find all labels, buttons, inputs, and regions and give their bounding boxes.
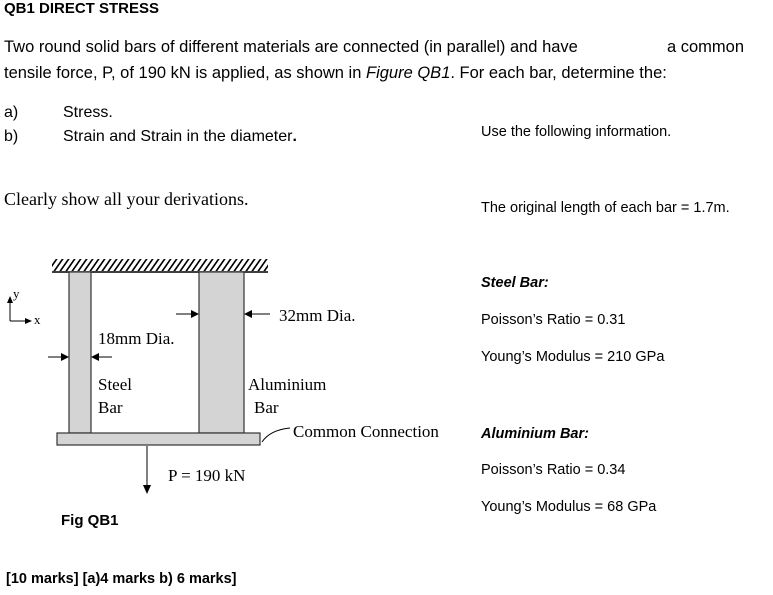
connection-leader-line (262, 428, 290, 442)
steel-diameter-label: 18mm Dia. (98, 329, 175, 348)
load-label: P = 190 kN (168, 466, 246, 485)
intro-line-2-end: . For each bar, determine the: (450, 64, 667, 82)
axis-icon (7, 296, 32, 324)
item-b-label: Strain and Strain in the diameter (63, 128, 293, 145)
steel-bar (69, 272, 91, 433)
aluminium-label-line-2: Bar (254, 398, 279, 417)
intro-line-1 (4, 38, 578, 57)
steel-label-line-2: Bar (98, 398, 123, 417)
common-connection-plate (57, 433, 260, 445)
aluminium-label-line-1: Aluminium (248, 375, 327, 394)
intro-line-1-tail: a common (667, 38, 745, 56)
info-length: The original length of each bar = 1.7m. (481, 200, 730, 216)
aluminium-diameter-label: 32mm Dia. (279, 306, 356, 325)
question-title: QB1 DIRECT STRESS (4, 0, 160, 17)
figure-reference: Figure QB1 (366, 64, 451, 82)
figure-caption: Fig QB1 (61, 512, 119, 529)
item-b-text (63, 128, 297, 146)
item-b-suffix: . (292, 128, 297, 145)
steel-poisson: Poisson’s Ratio = 0.31 (481, 312, 626, 328)
item-a-text: Stress. (63, 104, 113, 121)
aluminium-young: Young’s Modulus = 68 GPa (481, 499, 657, 515)
intro-line-2 (4, 64, 667, 83)
aluminium-heading: Aluminium Bar: (481, 426, 589, 442)
item-a-letter: a) (4, 104, 19, 121)
intro-line-1-text: Two round solid bars of different materials are connected (in parallel) and have (4, 38, 578, 56)
info-use: Use the following information. (481, 124, 672, 140)
derivation-instruction: Clearly show all your derivations. (4, 189, 249, 209)
steel-label-line-1: Steel (98, 375, 132, 394)
fixed-support-hatching (52, 259, 268, 271)
marks-allocation: [10 marks] [a)4 marks b) 6 marks] (6, 571, 237, 587)
steel-young: Young’s Modulus = 210 GPa (481, 349, 665, 365)
intro-line-2-start: tensile force, P, of 190 kN is applied, as shown in (4, 64, 366, 82)
steel-heading: Steel Bar: (481, 275, 549, 291)
axis-x-label: x (34, 312, 41, 327)
axis-y-label: y (13, 286, 20, 301)
load-arrow-icon (143, 446, 151, 494)
item-b-letter: b) (4, 128, 19, 145)
aluminium-poisson: Poisson’s Ratio = 0.34 (481, 462, 626, 478)
common-connection-label: Common Connection (293, 422, 439, 441)
aluminium-bar (199, 272, 244, 433)
figure-qb1 (0, 250, 475, 510)
